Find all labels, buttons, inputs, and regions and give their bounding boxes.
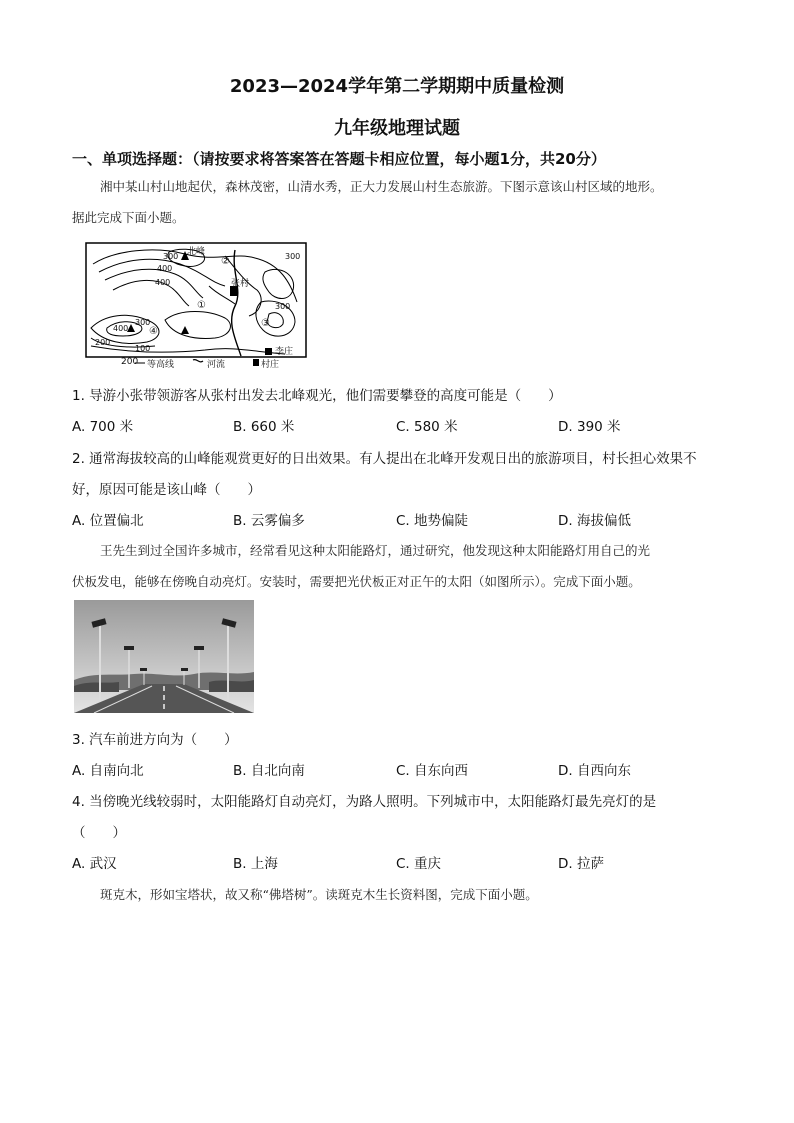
map-label-li-village: 李庄 [275,347,294,357]
legend-village-label: 村庄 [261,360,280,370]
q4-option-c[interactable]: C. 重庆 [396,856,442,872]
q3-option-d[interactable]: D. 自西向东 [558,763,631,779]
q2-option-b[interactable]: B. 云雾偏多 [233,513,305,529]
q1-option-a[interactable]: A. 700 米 [72,419,134,435]
contour-label: 100 [135,344,151,353]
marker-4: ④ [149,326,158,337]
legend-contour-label: 等高线 [147,360,175,370]
contour-label: 400 [155,278,171,287]
exam-title: 2023—2024学年第二学期期中质量检测 [229,76,565,97]
q3-option-c[interactable]: C. 自东向西 [396,763,469,779]
q4-option-d[interactable]: D. 拉萨 [558,856,604,872]
passage1-line2: 据此完成下面小题。 [72,210,185,225]
marker-1: ① [197,300,206,311]
contour-label: 300 [135,318,151,327]
contour-label: 300 [163,252,179,261]
q1-option-b[interactable]: B. 660 米 [233,419,295,435]
q3-option-a[interactable]: A. 自南向北 [72,763,144,779]
question-4-line2: （ ） [72,825,126,841]
legend-river-label: 河流 [207,360,226,370]
marker-3: ③ [261,318,270,329]
passage3-line1: 斑克木，形如宝塔状，故又称“佛塔树”。读斑克木生长资料图，完成下面小题。 [100,887,538,902]
q2-option-a[interactable]: A. 位置偏北 [72,513,144,529]
map-label-zhang-village: 张村 [231,279,250,289]
map-label-north-peak: 北峰 [187,247,206,257]
contour-label: 200 [95,338,111,347]
q4-option-a[interactable]: A. 武汉 [72,856,117,872]
contour-label: 300 [285,252,301,261]
q2-option-c[interactable]: C. 地势偏陡 [396,513,469,529]
question-4-line1: 4. 当傍晚光线较弱时，太阳能路灯自动亮灯，为路人照明。下列城市中，太阳能路灯最先亮灯的是 [72,794,657,810]
marker-2: ② [221,256,230,267]
contour-label: 400 [113,324,129,333]
passage2-line1: 王先生到过全国许多城市，经常看见这种太阳能路灯，通过研究，他发现这种太阳能路灯用自己的光 [100,543,651,558]
solar-street-light-photo [74,600,254,713]
q3-option-b[interactable]: B. 自北向南 [233,763,305,779]
question-3: 3. 汽车前进方向为（ ） [72,732,238,748]
q1-option-d[interactable]: D. 390 米 [558,419,621,435]
q2-option-d[interactable]: D. 海拔偏低 [558,513,631,529]
section-heading: 一、单项选择题：（请按要求将答案答在答题卡相应位置，每小题1分，共20分） [72,150,606,168]
question-2-line1: 2. 通常海拔较高的山峰能观赏更好的日出效果。有人提出在北峰开发观日出的旅游项目，村长担心效果不 [72,451,697,467]
question-1: 1. 导游小张带领游客从张村出发去北峰观光，他们需要攀登的高度可能是（ ） [72,388,562,404]
exam-subtitle: 九年级地理试题 [334,118,460,139]
legend-contour-value: 200 [121,357,139,367]
contour-label: 400 [157,264,173,273]
q4-option-b[interactable]: B. 上海 [233,856,278,872]
question-2-line2: 好，原因可能是该山峰（ ） [72,482,261,498]
q1-option-c[interactable]: C. 580 米 [396,419,458,435]
passage1-line1: 湘中某山村山地起伏，森林茂密，山清水秀，正大力发展山村生态旅游。下图示意该山村区域的地形。 [100,179,663,194]
contour-map [85,242,307,370]
passage2-line2: 伏板发电，能够在傍晚自动亮灯。安装时，需要把光伏板正对正午的太阳（如图所示）。完成下面小题。 [72,574,641,589]
contour-label: 300 [275,302,291,311]
